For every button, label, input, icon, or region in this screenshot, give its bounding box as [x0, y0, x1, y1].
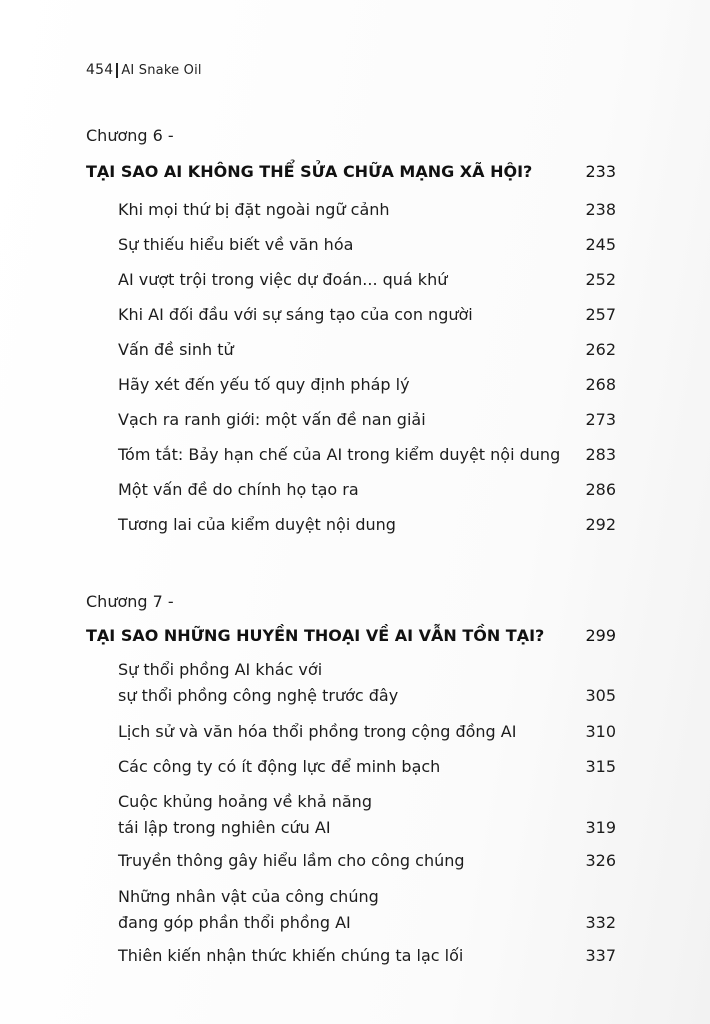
toc-entry: [118, 372, 616, 398]
toc-entry-page: 286: [585, 480, 616, 499]
page-number: 454: [86, 62, 114, 78]
toc-entry: [118, 337, 616, 363]
toc-entry-text: Lịch sử và văn hóa thổi phồng trong cộng đồng AI: [118, 722, 517, 741]
running-header: [86, 62, 202, 78]
toc-entry-text: Sự thổi phồng AI khác với: [118, 660, 323, 679]
toc-entry-text: Truyền thông gây hiểu lầm cho công chúng: [118, 851, 465, 870]
toc-entry-page: 252: [585, 270, 616, 289]
toc-entry: [118, 943, 616, 969]
toc-entry-page: 238: [585, 200, 616, 219]
toc-entry: [118, 267, 616, 293]
toc-entry-page: 245: [585, 235, 616, 254]
chapter-title-text: TẠI SAO AI KHÔNG THỂ SỬA CHỮA MẠNG XÃ HỘI?: [86, 162, 533, 181]
toc-entry: [118, 848, 616, 874]
toc-entry-text: Các công ty có ít động lực để minh bạch: [118, 757, 441, 776]
toc-entry-page: 319: [585, 818, 616, 837]
chapter-title: [86, 626, 616, 645]
toc-entry: [118, 477, 616, 503]
toc-entry: [118, 197, 616, 223]
toc-entry-page: 337: [585, 946, 616, 965]
toc-entry-text: Cuộc khủng hoảng về khả năng: [118, 792, 372, 811]
toc-entry-text: Sự thiếu hiểu biết về văn hóa: [118, 235, 354, 254]
toc-entry-text: Thiên kiến nhận thức khiến chúng ta lạc lối: [118, 946, 464, 965]
toc-entry-page: 268: [585, 375, 616, 394]
chapter-title-text: TẠI SAO NHỮNG HUYỀN THOẠI VỀ AI VẪN TỒN TẠI?: [86, 626, 545, 645]
toc-entry-page: 257: [585, 305, 616, 324]
toc-entry-page: 332: [585, 913, 616, 932]
toc-entry-page: 283: [585, 445, 616, 464]
toc-entry: [118, 884, 616, 936]
toc-entry: [118, 789, 616, 841]
toc-entry-text: Vạch ra ranh giới: một vấn đề nan giải: [118, 410, 426, 429]
toc-entry: [118, 754, 616, 780]
chapter-label: Chương 7 -: [86, 592, 174, 611]
toc-entry: [118, 719, 616, 745]
toc-entry-text: Khi AI đối đầu với sự sáng tạo của con người: [118, 305, 473, 324]
toc-entry: [118, 442, 616, 468]
toc-entry-page: 326: [585, 851, 616, 870]
toc-entry-text: Vấn đề sinh tử: [118, 340, 234, 359]
chapter-page-number: 233: [585, 162, 616, 181]
toc-entry-text: Khi mọi thứ bị đặt ngoài ngữ cảnh: [118, 200, 390, 219]
toc-entry: [118, 407, 616, 433]
header-separator: [116, 63, 118, 78]
toc-entry-text: Một vấn đề do chính họ tạo ra: [118, 480, 359, 499]
toc-entry: [118, 512, 616, 538]
toc-entry-page: 292: [585, 515, 616, 534]
book-title: AI Snake Oil: [121, 62, 202, 78]
toc-entry-text: Tóm tắt: Bảy hạn chế của AI trong kiểm duyệt nội dung: [118, 445, 561, 464]
toc-entry-page: 262: [585, 340, 616, 359]
toc-entry-page: 310: [585, 722, 616, 741]
toc-entry-page: 273: [585, 410, 616, 429]
toc-entry-page: 305: [585, 686, 616, 705]
toc-entry-page: 315: [585, 757, 616, 776]
toc-entry-text: Hãy xét đến yếu tố quy định pháp lý: [118, 375, 410, 394]
toc-entry-text: Những nhân vật của công chúng: [118, 887, 379, 906]
toc-entry: [118, 232, 616, 258]
toc-entry-text: đang góp phần thổi phồng AI: [118, 913, 351, 932]
toc-entry-text: sự thổi phồng công nghệ trước đây: [118, 686, 399, 705]
chapter-title: [86, 162, 616, 181]
chapter-label: Chương 6 -: [86, 126, 174, 145]
toc-entry-text: AI vượt trội trong việc dự đoán... quá khứ: [118, 270, 448, 289]
toc-entry: [118, 302, 616, 328]
toc-entry: [118, 657, 616, 709]
toc-entry-text: Tương lai của kiểm duyệt nội dung: [118, 515, 396, 534]
toc-entry-text: tái lập trong nghiên cứu AI: [118, 818, 331, 837]
chapter-page-number: 299: [585, 626, 616, 645]
